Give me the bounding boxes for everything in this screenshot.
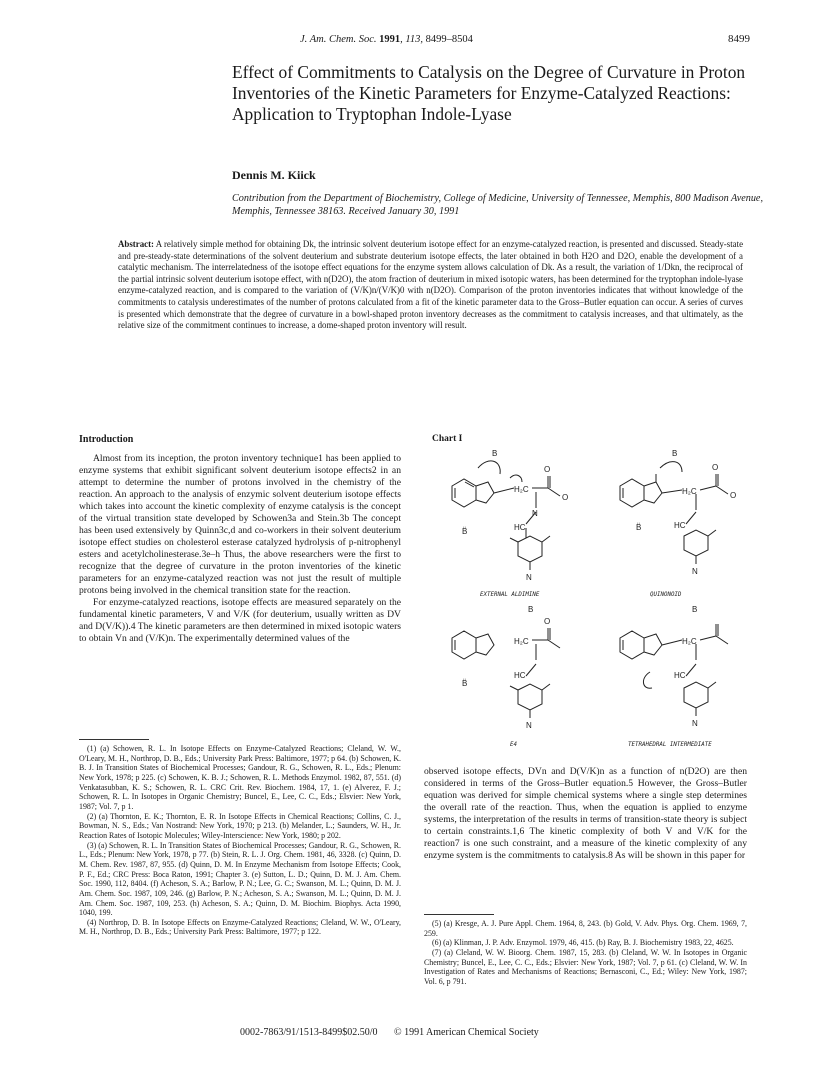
- atom-o-5: O: [544, 617, 551, 626]
- atom-o-2: O: [562, 493, 569, 502]
- footnotes-left: [79, 739, 401, 937]
- right-column-text: [424, 766, 747, 862]
- atom-o-3: O: [712, 463, 719, 472]
- journal-year: 1991: [379, 34, 401, 45]
- e4-structure: [452, 628, 560, 718]
- footnote-2: (2) (a) Thornton, E. K.; Thornton, E. R. In Isotope Effects in Chemical Reactions; Collins, C. J., Bowman, N. S., Eds.; Van Nostrand: New York, 1970; p 213. (b) Melander, L.; Saunders, W. H., Jr. Reaction Rates of Isotopic Molecules; Wiley-Interscience: New York, 1980; p 202.: [79, 811, 401, 840]
- atom-o-4: O: [730, 491, 737, 500]
- atom-o-1: O: [544, 465, 551, 474]
- running-header: J. Am. Chem. Soc. 1991, 113, 8499–8504: [300, 34, 473, 45]
- page-number: 8499: [728, 33, 750, 45]
- atom-h2c-4: H₂C: [682, 637, 697, 646]
- tetrahedral-intermediate-structure: [620, 624, 728, 716]
- right-column-paragraph: observed isotope effects, DVn and D(V/K)n as a function of n(D2O) are then considered in terms of the Gross–Butler equation.5 However, the Gross–Butler equation was derived for simple chemical systems where a single step determines the overall rate of the reaction. Thus, when the equation is applied to enzyme systems, the interpretation of the results in terms of transition-state theory is subject to certain constraints.1,6 The kinetic complexity of both V and V/K for the reaction7 is one such constraint, and a measure of the kinetic complexity of any enzyme system is the commitments to catalysis.8 As will be shown in this paper for: [424, 766, 747, 861]
- introduction-section: [79, 434, 401, 645]
- atom-hc-3: HC: [514, 671, 526, 680]
- abstract-label: Abstract:: [118, 239, 154, 249]
- structure-label-4: TETRAHEDRAL INTERMEDIATE: [628, 742, 712, 748]
- introduction-heading: Introduction: [79, 434, 134, 445]
- atom-b-4: B̈: [636, 523, 642, 532]
- footnotes-right: [424, 914, 747, 987]
- footnote-rule-right: [424, 914, 494, 915]
- page-footer: [240, 1027, 620, 1038]
- atom-h2c-2: H₂C: [682, 487, 697, 496]
- article-title: Effect of Commitments to Catalysis on the Degree of Curvature in Proton Inventories of the Kinetic Parameters for Enzyme-Catalyzed Reactions: Application to Tryptophan Indole-Lyase: [232, 62, 746, 124]
- structure-label-1: EXTERNAL ALDIMINE: [480, 592, 540, 598]
- footnote-rule: [79, 739, 149, 740]
- footnote-1: (1) (a) Schowen, R. L. In Isotope Effects on Enzyme-Catalyzed Reactions; Cleland, W. W., O'Leary, M. H., Northrop, D. B., Eds.; University Park Press: Baltimore, 1977; p 64. (b) Schowen, K. B. J. In Transition States of Biochemical Processes; Gandour, R. G., Schowen, R. L., Eds.; Plenum: New York, 1978; p 225. (c) Schowen, K. B. J.; Schowen, R. L. Methods Enzymol. 1982, 87, 551. (d) Venkatasubban, K. S.; Schowen, R. L. CRC Crit. Rev. Biochem. 1984, 17, 1. (e) Alverez, F. J.; Schowen, R. L. In Isotopes in Organic Chemistry; Buncel, E., Lee, C. C., Eds.; Elsvier: New York, 1987; Vol. 7, p 1.: [79, 744, 401, 811]
- author-name: Dennis M. Kiick: [232, 168, 316, 182]
- atom-n-2: N: [526, 573, 532, 582]
- article-code: 0002-7863/91/1513-8499$02.50/0: [240, 1027, 378, 1038]
- atom-n-4: N: [526, 721, 532, 730]
- structure-label-3: E4: [510, 742, 517, 748]
- atom-b-6: B̈: [462, 679, 468, 688]
- atom-b-3: B: [672, 449, 678, 458]
- atom-hc-2: HC: [674, 521, 686, 530]
- atom-b-2: B̈: [462, 527, 468, 536]
- chemical-structures-chart: [430, 446, 750, 751]
- quinonoid-structure: [620, 462, 728, 564]
- copyright: © 1991 American Chemical Society: [394, 1027, 539, 1038]
- footnote-4: (4) Northrop, D. B. In Isotope Effects on Enzyme-Catalyzed Reactions; Cleland, W. W., O'Leary, M. H., Northrop, D. B., Eds.; University Park Press: Baltimore, 1977; p 122.: [79, 917, 401, 937]
- atom-n-3: N: [692, 567, 698, 576]
- footnote-7: (7) (a) Cleland, W. W. Bioorg. Chem. 1987, 15, 283. (b) Cleland, W. W. In Isotopes in Organic Chemistry; Buncel, E., Lee, C. C., Eds.; Elsvier: New York, 1987; Vol. 7, p 61. (c) Cleland, W. W. In Investigation of Rates and Mechanisms of Reactions; Bernasconi, C., Ed.; Wiley: New York, 1987; Vol. 6, p 791.: [424, 947, 747, 986]
- atom-b-1: B: [492, 449, 498, 458]
- atom-hc-4: HC: [674, 671, 686, 680]
- atom-b-7: B: [692, 605, 698, 614]
- atom-h2c-1: H₂C: [514, 485, 529, 494]
- chart-label: Chart I: [432, 434, 463, 444]
- introduction-paragraph-1: Almost from its inception, the proton inventory technique1 has been applied to enzyme systems that exhibit significant solvent deuterium isotope effects2 in an attempt to determine the number of protons involved in the chemistry of the reaction. An approach to the analysis of enzymic solvent deuterium isotope effects which takes into account the kinetic complexity of enzyme catalysis is the concept of the virtual transition state developed by Schowen3a and Stein.3b The concept has been used extensively by Quinn3c,d and co-workers in their solvent deuterium isotope effect studies on cholesterol esterase catalyzed hydrolysis of p-nitrophenyl esters and acetylcholinesterase.3e–h Thus, the above researchers were the first to recognize that the degree of curvature in the proton inventories of the kinetic parameters for an enzyme-catalyzed reaction was not just the result of multiple protons being involved in the chemical transition state for the reaction.: [79, 453, 401, 596]
- atom-b-5: B: [528, 605, 534, 614]
- footnote-3: (3) (a) Schowen, R. L. In Transition States of Biochemical Processes; Gandour, R. G., Schowen, R. L., Eds.; Plenum: New York, 1978, p 77. (b) Stein, R. L. J. Org. Chem. 1981, 46, 3328. (c) Quinn, D. M. Chem. Rev. 1987, 87, 955. (d) Quinn, D. M. In Enzyme Mechanism from Isotope Effects; Cook, P. F., Ed.; CRC Press: Boca Raton, 1991; Chapter 3. (e) Sutton, L. D.; Quinn, D. M. J. Am. Chem. Soc. 1990, 112, 8404. (f) Acheson, S. A.; Barlow, P. N.; Lee, G. C.; Swanson, M. L.; Quinn, D. M. J. Am. Chem. Soc. 1987, 109, 246. (g) Barlow, P. N.; Acheson, S. A.; Swanson, M. L.; Quinn, D. M. J. Am. Chem. Soc. 1987, 109, 253. (h) Acheson, S. A.; Quinn, D. M. Biochim. Biophys. Acta 1990, 1040, 199.: [79, 840, 401, 918]
- abstract: [118, 239, 743, 332]
- footnote-6: (6) (a) Klinman, J. P. Adv. Enzymol. 1979, 46, 415. (b) Ray, B. J. Biochemistry 1983, 22, 4625.: [432, 938, 734, 948]
- introduction-paragraph-2: For enzyme-catalyzed reactions, isotope effects are measured separately on the fundamental kinetic parameters, V and V/K (for deuterium, usually written as DV and D(V/K)).4 The kinetic parameters are then determined in mixed isotopic waters to obtain Vn and (V/K)n. The experimentally determined values of the: [79, 597, 401, 644]
- author-affiliation: Contribution from the Department of Biochemistry, College of Medicine, University of Tennessee, Memphis, 800 Madison Avenue, Memphis, Tennessee 38163. Received January 30, 1991: [232, 193, 763, 217]
- journal-name: J. Am. Chem. Soc.: [300, 34, 377, 45]
- structure-label-2: QUINONOID: [650, 592, 682, 598]
- atom-h2c-3: H₂C: [514, 637, 529, 646]
- external-aldimine-structure: [452, 461, 560, 570]
- journal-pages: 8499–8504: [425, 34, 473, 45]
- atom-n-1: N: [532, 509, 538, 518]
- abstract-text: A relatively simple method for obtaining Dk, the intrinsic solvent deuterium isotope effect for an enzyme-catalyzed reaction, is presented and discussed. Steady-state and pre-steady-state determinations of the solvent deuterium and substrate deuterium isotope effects, the later obtained in both H2O and D2O, enable the development of a catalytic mechanism. The interrelatedness of the isotope effect equations for the enzyme system allows calculation of Dk. As a result, the variation of 1/Dkn, the reciprocal of the partial intrinsic solvent deuterium isotope effect, with n(D2O), the atom fraction of deuterium in mixed isotopic waters, has been determined for the tryptophan indole-lyase enzyme-catalyzed reaction, and is compared to the variation of (V/K)n/(V/K)0 with n(D2O). Comparison of the proton inventories indicates that without knowledge of the commitments to catalysis underestimates of the number of protons calculated from a fit of the kinetic parameter data to the Gross–Butler equation can occur. A series of curves is presented which demonstrate that the degree of curvature in a bowl-shaped proton inventory decreases as the commitment to catalysis increases, and that ultimately, as the relative size of the commitment continues to increase, a dome-shaped proton inventory will result.: [118, 239, 744, 331]
- atom-hc-1: HC: [514, 523, 526, 532]
- journal-volume: 113: [405, 34, 421, 45]
- footnote-5: (5) (a) Kresge, A. J. Pure Appl. Chem. 1964, 8, 243. (b) Gold, V. Adv. Phys. Org. Chem. 1969, 7, 259.: [424, 919, 747, 938]
- atom-n-5: N: [692, 719, 698, 728]
